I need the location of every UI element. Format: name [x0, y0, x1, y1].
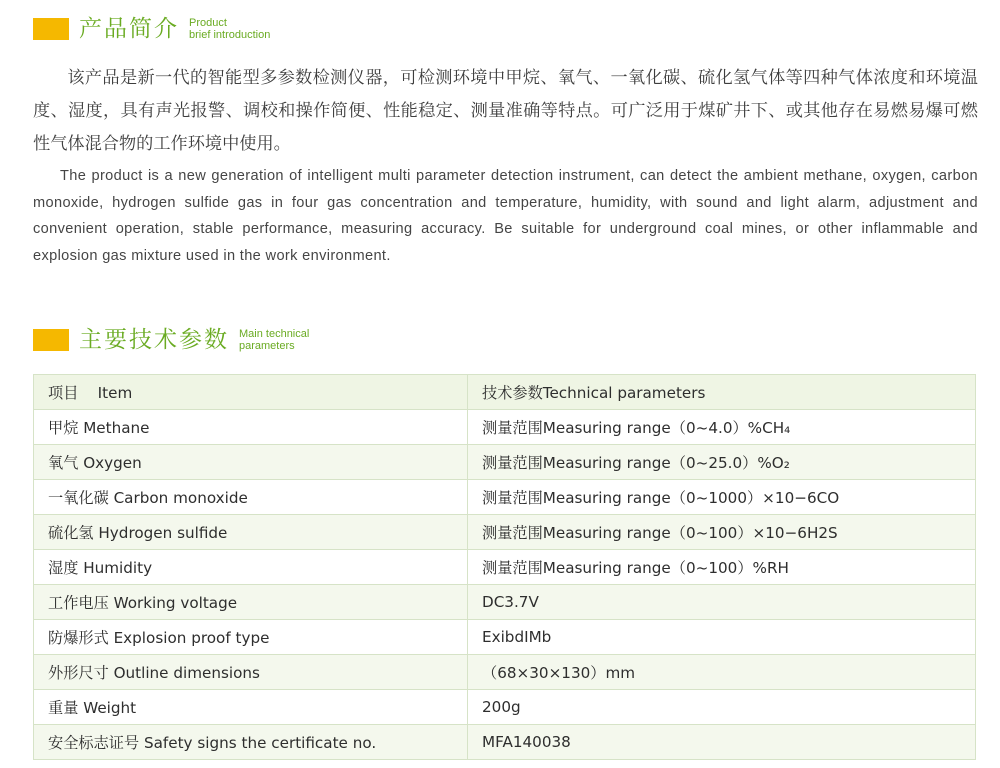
intro-paragraph-en: The product is a new generation of intelligent multi parameter detection instrument, can detect the ambient methane, oxygen, carbon monoxide, hydrogen sulfide gas in four gas concentration and temperature, humidity, with sound and light alarm, adjustment and convenient operation, stable performance, measuring accuracy. Be suitable for underground coal mines, or other inflammable and explosion gas mixture used in the work environment.	[33, 168, 978, 264]
params-title-en	[239, 328, 309, 352]
table-row	[34, 690, 976, 725]
row-item-cell: 工作电压 Working voltage	[34, 585, 468, 620]
table-header-row	[34, 375, 976, 410]
params-title-en-line2: parameters	[239, 340, 295, 352]
params-title-en-line1: Main technical	[239, 328, 310, 340]
table-row	[34, 480, 976, 515]
intro-title-en-line1: Product	[189, 17, 227, 29]
row-item-cell: 重量 Weight	[34, 690, 468, 725]
heading-accent-bar	[33, 329, 69, 351]
row-param-cell: 测量范围Measuring range（0~25.0）%O₂	[468, 445, 976, 480]
header-item-cell: 项目 Item	[34, 375, 468, 410]
row-item-cell: 一氧化碳 Carbon monoxide	[34, 480, 468, 515]
row-param-cell: 测量范围Measuring range（0~100）×10−6H2S	[468, 515, 976, 550]
row-item-cell: 防爆形式 Explosion proof type	[34, 620, 468, 655]
row-param-cell: （68×30×130）mm	[468, 655, 976, 690]
row-param-cell: 测量范围Measuring range（0~100）%RH	[468, 550, 976, 585]
row-param-cell: 测量范围Measuring range（0~1000）×10−6CO	[468, 480, 976, 515]
row-param-cell: 200g	[468, 690, 976, 725]
table-row	[34, 410, 976, 445]
row-item-cell: 硫化氢 Hydrogen sulfide	[34, 515, 468, 550]
row-param-cell: DC3.7V	[468, 585, 976, 620]
intro-paragraph-cn: 该产品是新一代的智能型多参数检测仪器，可检测环境中甲烷、氧气、一氧化碳、硫化氢气体等四种气体浓度和环境温度、湿度，具有声光报警、调校和操作简便、性能稳定、测量准确等特点。可广泛用于煤矿井下、或其他存在易燃易爆可燃性气体混合物的工作环境中使用。	[33, 68, 978, 154]
row-item-cell: 甲烷 Methane	[34, 410, 468, 445]
row-item-cell: 湿度 Humidity	[34, 550, 468, 585]
intro-title-en-line2: brief introduction	[189, 29, 271, 41]
table-row	[34, 620, 976, 655]
table-row	[34, 725, 976, 760]
heading-accent-bar	[33, 18, 69, 40]
params-title-cn: 主要技术参数	[79, 326, 229, 353]
technical-parameters-table	[33, 374, 976, 760]
row-param-cell: 测量范围Measuring range（0~4.0）%CH₄	[468, 410, 976, 445]
row-item-cell: 外形尺寸 Outline dimensions	[34, 655, 468, 690]
params-section-heading	[33, 328, 309, 352]
row-param-cell: MFA140038	[468, 725, 976, 760]
intro-title-cn: 产品简介	[79, 15, 179, 42]
table-row	[34, 585, 976, 620]
row-param-cell: ExibdIMb	[468, 620, 976, 655]
header-param-cell: 技术参数Technical parameters	[468, 375, 976, 410]
intro-title-en	[189, 17, 270, 41]
intro-section-heading	[33, 17, 270, 41]
table-row	[34, 655, 976, 690]
table-row	[34, 445, 976, 480]
table-row	[34, 550, 976, 585]
table-row	[34, 515, 976, 550]
row-item-cell: 安全标志证号 Safety signs the certificate no.	[34, 725, 468, 760]
row-item-cell: 氧气 Oxygen	[34, 445, 468, 480]
